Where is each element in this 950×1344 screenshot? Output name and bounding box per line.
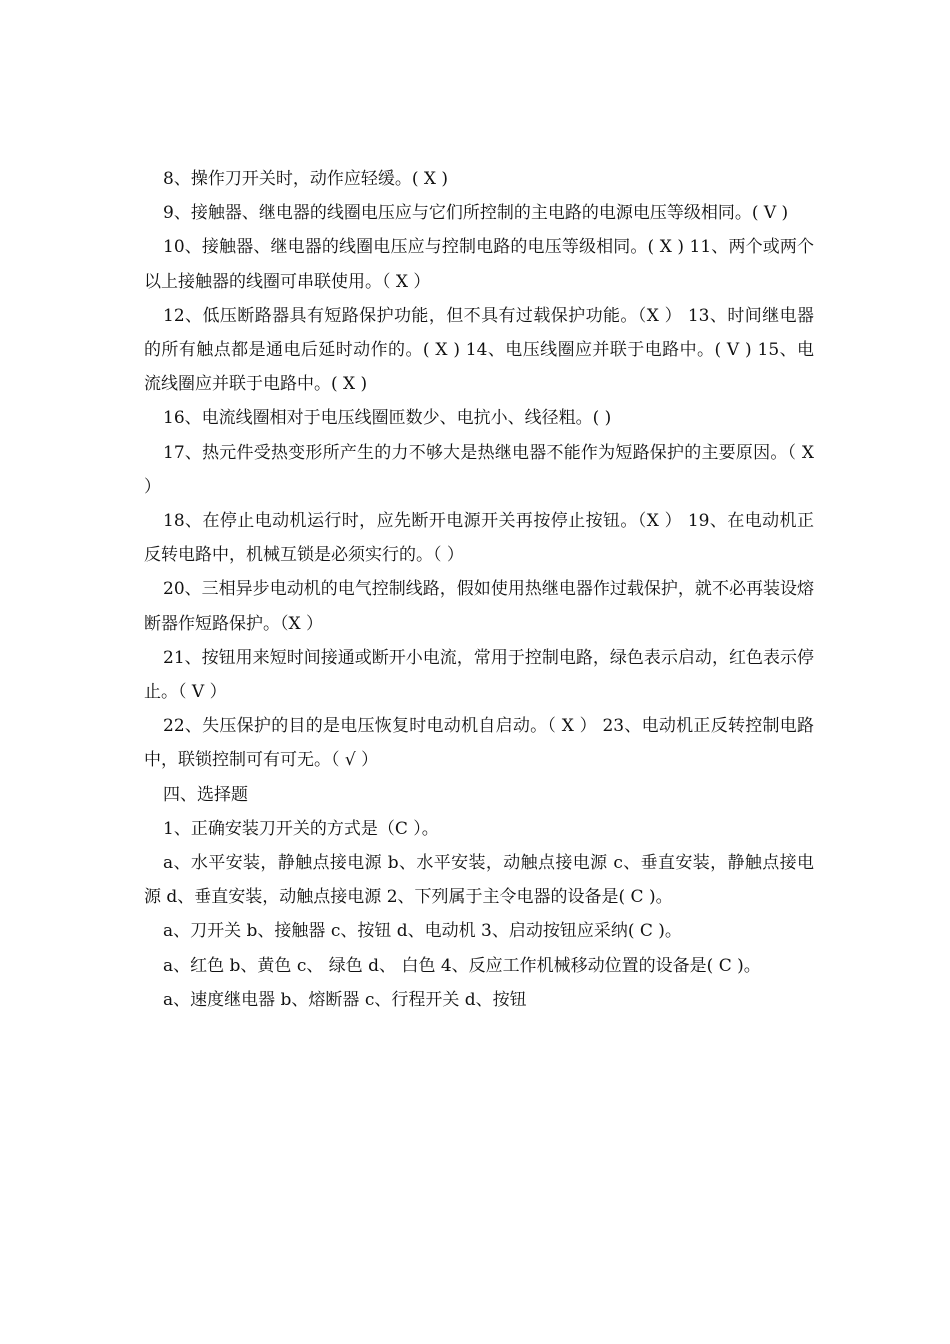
choice-options-2-question-3: a、刀开关 b、接触器 c、按钮 d、电动机 3、启动按钮应采纳( C )。 (163, 921, 682, 942)
choice-options-3-question-4: a、红色 b、黄色 c、 绿色 d、 白色 4、反应工作机械移动位置的设备是( C )。 (163, 955, 761, 976)
question-12-15: 12、低压断路器具有短路保护功能，但不具有过载保护功能。（X ） 13、时间继电器的所有触点都是通电后延时动作的。( X ) 14、电压线圈应并联于电路中。( V ) 15、电流线圈应并联于电路中。( X ) (144, 305, 815, 395)
question-10-11: 10、接触器、继电器的线圈电压应与控制电路的电压等级相同。( X ) 11、两个或两个以上接触器的线圈可串联使用。（ X ） (144, 237, 814, 292)
question-16: 16、电流线圈相对于电压线圈匝数少、电抗小、线径粗。( ) (163, 408, 612, 429)
section-heading: 四、选择题 (163, 784, 248, 805)
question-22-23: 22、失压保护的目的是电压恢复时电动机自启动。（ X ） 23、电动机正反转控制电路中，联锁控制可有可无。（ √ ） (144, 716, 814, 771)
question-8: 8、操作刀开关时，动作应轻缓。( X ) (163, 169, 448, 189)
choice-question-1: 1、正确安装刀开关的方式是（C ）。 (163, 818, 439, 839)
question-17: 17、热元件受热变形所产生的力不够大是热继电器不能作为短路保护的主要原因。（ X ） (144, 442, 814, 497)
question-20: 20、三相异步电动机的电气控制线路，假如使用热继电器作过载保护，就不必再装设熔断器作短路保护。（X ） (144, 579, 814, 634)
document-body (144, 162, 814, 1017)
choice-options-1-question-2: a、水平安装，静触点接电源 b、水平安装，动触点接电源 c、垂直安装，静触点接电源 d、垂直安装，动触点接电源 2、下列属于主令电器的设备是( C )。 (144, 853, 814, 908)
question-9: 9、接触器、继电器的线圈电压应与它们所控制的主电路的电源电压等级相同。( V ) (163, 203, 789, 224)
question-21: 21、按钮用来短时间接通或断开小电流，常用于控制电路，绿色表示启动，红色表示停止。（ V ） (144, 647, 814, 703)
question-18-19: 18、在停止电动机运行时，应先断开电源开关再按停止按钮。（X ） 19、在电动机正反转电路中，机械互锁是必须实行的。（ ） (144, 511, 814, 566)
choice-options-4: a、速度继电器 b、熔断器 c、行程开关 d、按钮 (163, 989, 527, 1010)
